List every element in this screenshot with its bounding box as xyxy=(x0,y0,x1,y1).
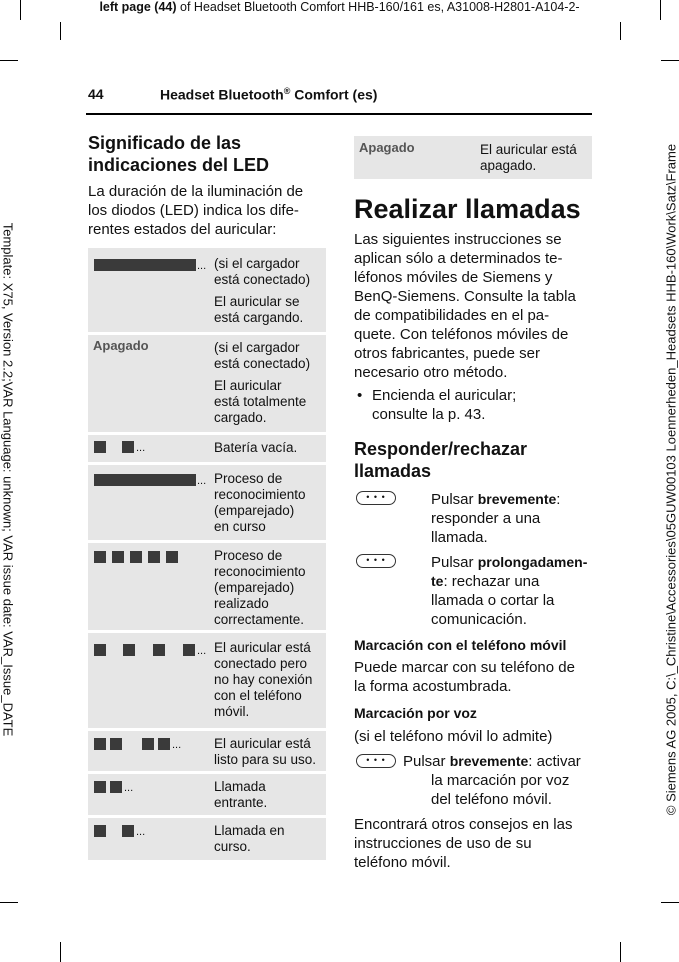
more-tips-text: Encontrará otros consejos en las instrucciones de uso de su teléfono móvil. xyxy=(354,816,573,871)
bullet-switch-on: Encienda el auricular; consulte la p. 43. xyxy=(372,387,517,423)
led-blink xyxy=(153,644,165,656)
led-row-no-phone: El auricular está conectado pero no hay conexión con el teléfono móvil. xyxy=(214,640,313,719)
page-header-title: Headset Bluetooth® Comfort (es) xyxy=(160,86,378,103)
led-blink xyxy=(112,551,124,563)
led-intro: La duración de la iluminación de los diodos (LED) indica los dife- rentes estados del auricular: xyxy=(88,183,304,238)
header-rule xyxy=(86,113,592,115)
page-number: 44 xyxy=(88,86,104,102)
copyright-vertical: © Siemens AG 2005, C:\_Christine\Accessories\05GUW00103 Loennerheden_Headsets HHB-160\Work\Satz\Frame xyxy=(663,143,679,816)
reject-instruction: Pulsar prolongadamen- te: rechazar una llamada o cortar la comunicación. xyxy=(431,554,588,628)
led-row-off: El auricular está apagado. xyxy=(480,142,577,173)
led-blink xyxy=(183,644,195,656)
led-blink xyxy=(148,551,160,563)
led-blink xyxy=(158,738,170,750)
led-blink xyxy=(94,441,106,453)
led-row-pairing: Proceso de reconocimiento (emparejado) en curso xyxy=(214,471,306,534)
led-blink xyxy=(94,738,106,750)
voice-dial-subheading: Marcación por voz xyxy=(354,705,477,721)
crop-mark xyxy=(620,942,621,962)
template-info-vertical: Template: X75, Version 2.2;VAR Language: unknown; VAR issue date: VAR_Issue_DATE xyxy=(0,222,16,737)
page-ref-rest: of Headset Bluetooth Comfort HHB-160/161 es, A31008-H2801-A104-2- xyxy=(176,0,580,14)
led-blink xyxy=(123,644,135,656)
led-heading: Significado de las indicaciones del LED xyxy=(88,133,270,175)
dial-phone-text: Puede marcar con su teléfono de la forma acostumbrada. xyxy=(354,659,575,695)
led-row-paired: Proceso de reconocimiento (emparejado) realizado correctamente. xyxy=(214,548,306,627)
led-off-label: Apagado xyxy=(93,338,149,353)
led-blink xyxy=(94,644,106,656)
multifunction-key-icon: • • • xyxy=(356,491,396,505)
voice-dial-instruction: Pulsar brevemente: activar la marcación por voz del teléfono móvil. xyxy=(403,753,581,808)
led-row-ready: El auricular está listo para su uso. xyxy=(214,736,317,767)
bullet: • xyxy=(357,387,363,404)
led-blink xyxy=(110,738,122,750)
crop-mark xyxy=(661,902,679,903)
multifunction-key-icon: • • • xyxy=(356,754,396,768)
answer-reject-heading: Responder/rechazar llamadas xyxy=(354,439,528,481)
led-steady-bar xyxy=(94,259,196,271)
crop-mark xyxy=(20,0,21,20)
crop-mark xyxy=(60,22,61,40)
crop-mark xyxy=(661,60,679,61)
led-blink xyxy=(122,441,134,453)
document-reference-line xyxy=(0,0,679,14)
led-blink xyxy=(94,825,106,837)
led-blink xyxy=(166,551,178,563)
led-off-label: Apagado xyxy=(359,140,415,155)
led-row-charged: (si el cargador está conectado) El auricular está totalmente cargado. xyxy=(214,340,311,425)
led-blink xyxy=(130,551,142,563)
led-blink xyxy=(110,781,122,793)
multifunction-key-icon: • • • xyxy=(356,554,396,568)
crop-mark xyxy=(660,0,661,20)
led-steady-bar xyxy=(94,474,196,486)
voice-dial-note: (si el teléfono móvil lo admite) xyxy=(354,728,553,745)
led-blink xyxy=(122,825,134,837)
crop-mark xyxy=(0,902,18,903)
answer-instruction: Pulsar brevemente: responder a una llamada. xyxy=(431,491,561,546)
led-blink xyxy=(94,781,106,793)
crop-mark xyxy=(620,22,621,40)
dial-phone-subheading: Marcación con el teléfono móvil xyxy=(354,637,567,653)
led-row-incoming: Llamada entrante. xyxy=(214,779,268,810)
led-row-battery-empty: Batería vacía. xyxy=(214,440,298,455)
calls-heading: Realizar llamadas xyxy=(354,194,581,224)
crop-mark xyxy=(60,942,61,962)
page-ref-bold: left page (44) xyxy=(99,0,177,14)
led-row-charging: (si el cargador está conectado) El auricular se está cargando. xyxy=(214,256,311,325)
calls-intro: Las siguientes instrucciones se aplican sólo a determinados te- léfonos móviles de Siemens y BenQ-Siemens. Consulte la tabla de compatibilidades en el pa- quete. Con teléfonos móviles de otros fabricantes, puede ser necesario otro método. xyxy=(354,231,576,381)
led-blink xyxy=(94,551,106,563)
led-row-in-call: Llamada en curso. xyxy=(214,823,285,854)
crop-mark xyxy=(0,60,18,61)
led-blink xyxy=(142,738,154,750)
